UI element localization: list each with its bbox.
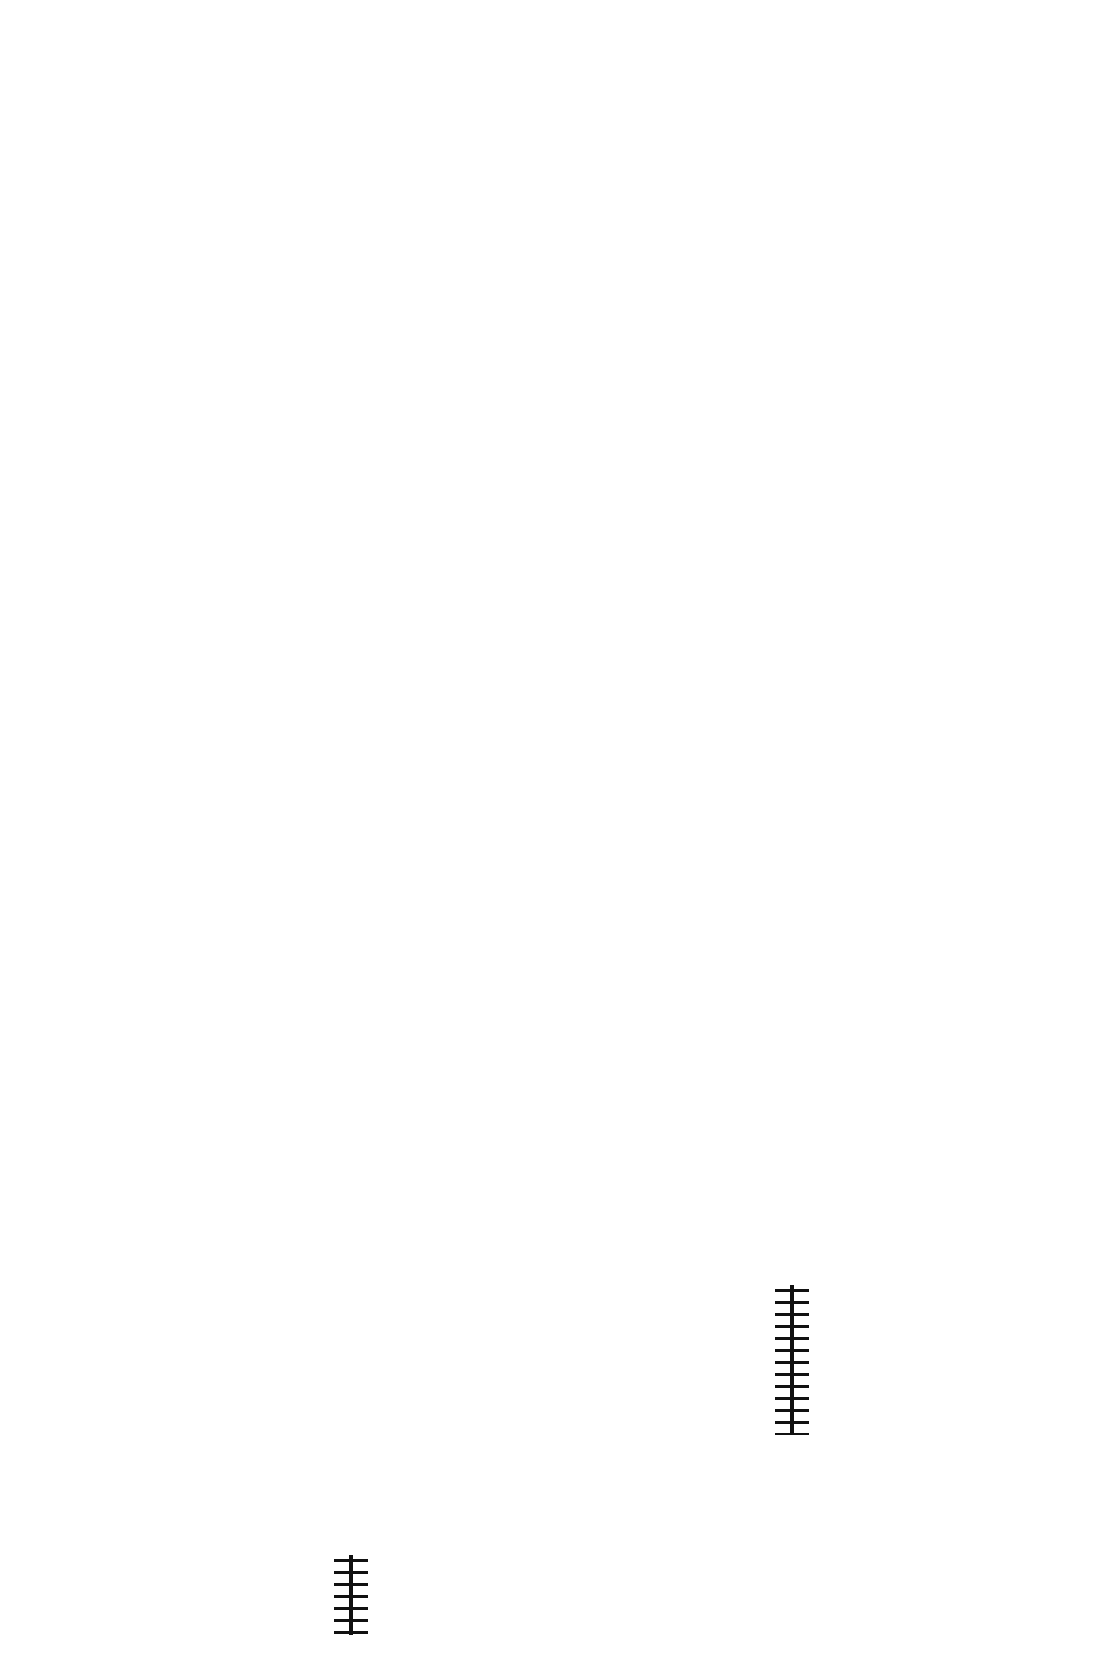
notes-heading	[334, 1555, 368, 1635]
references-heading	[775, 1285, 809, 1435]
